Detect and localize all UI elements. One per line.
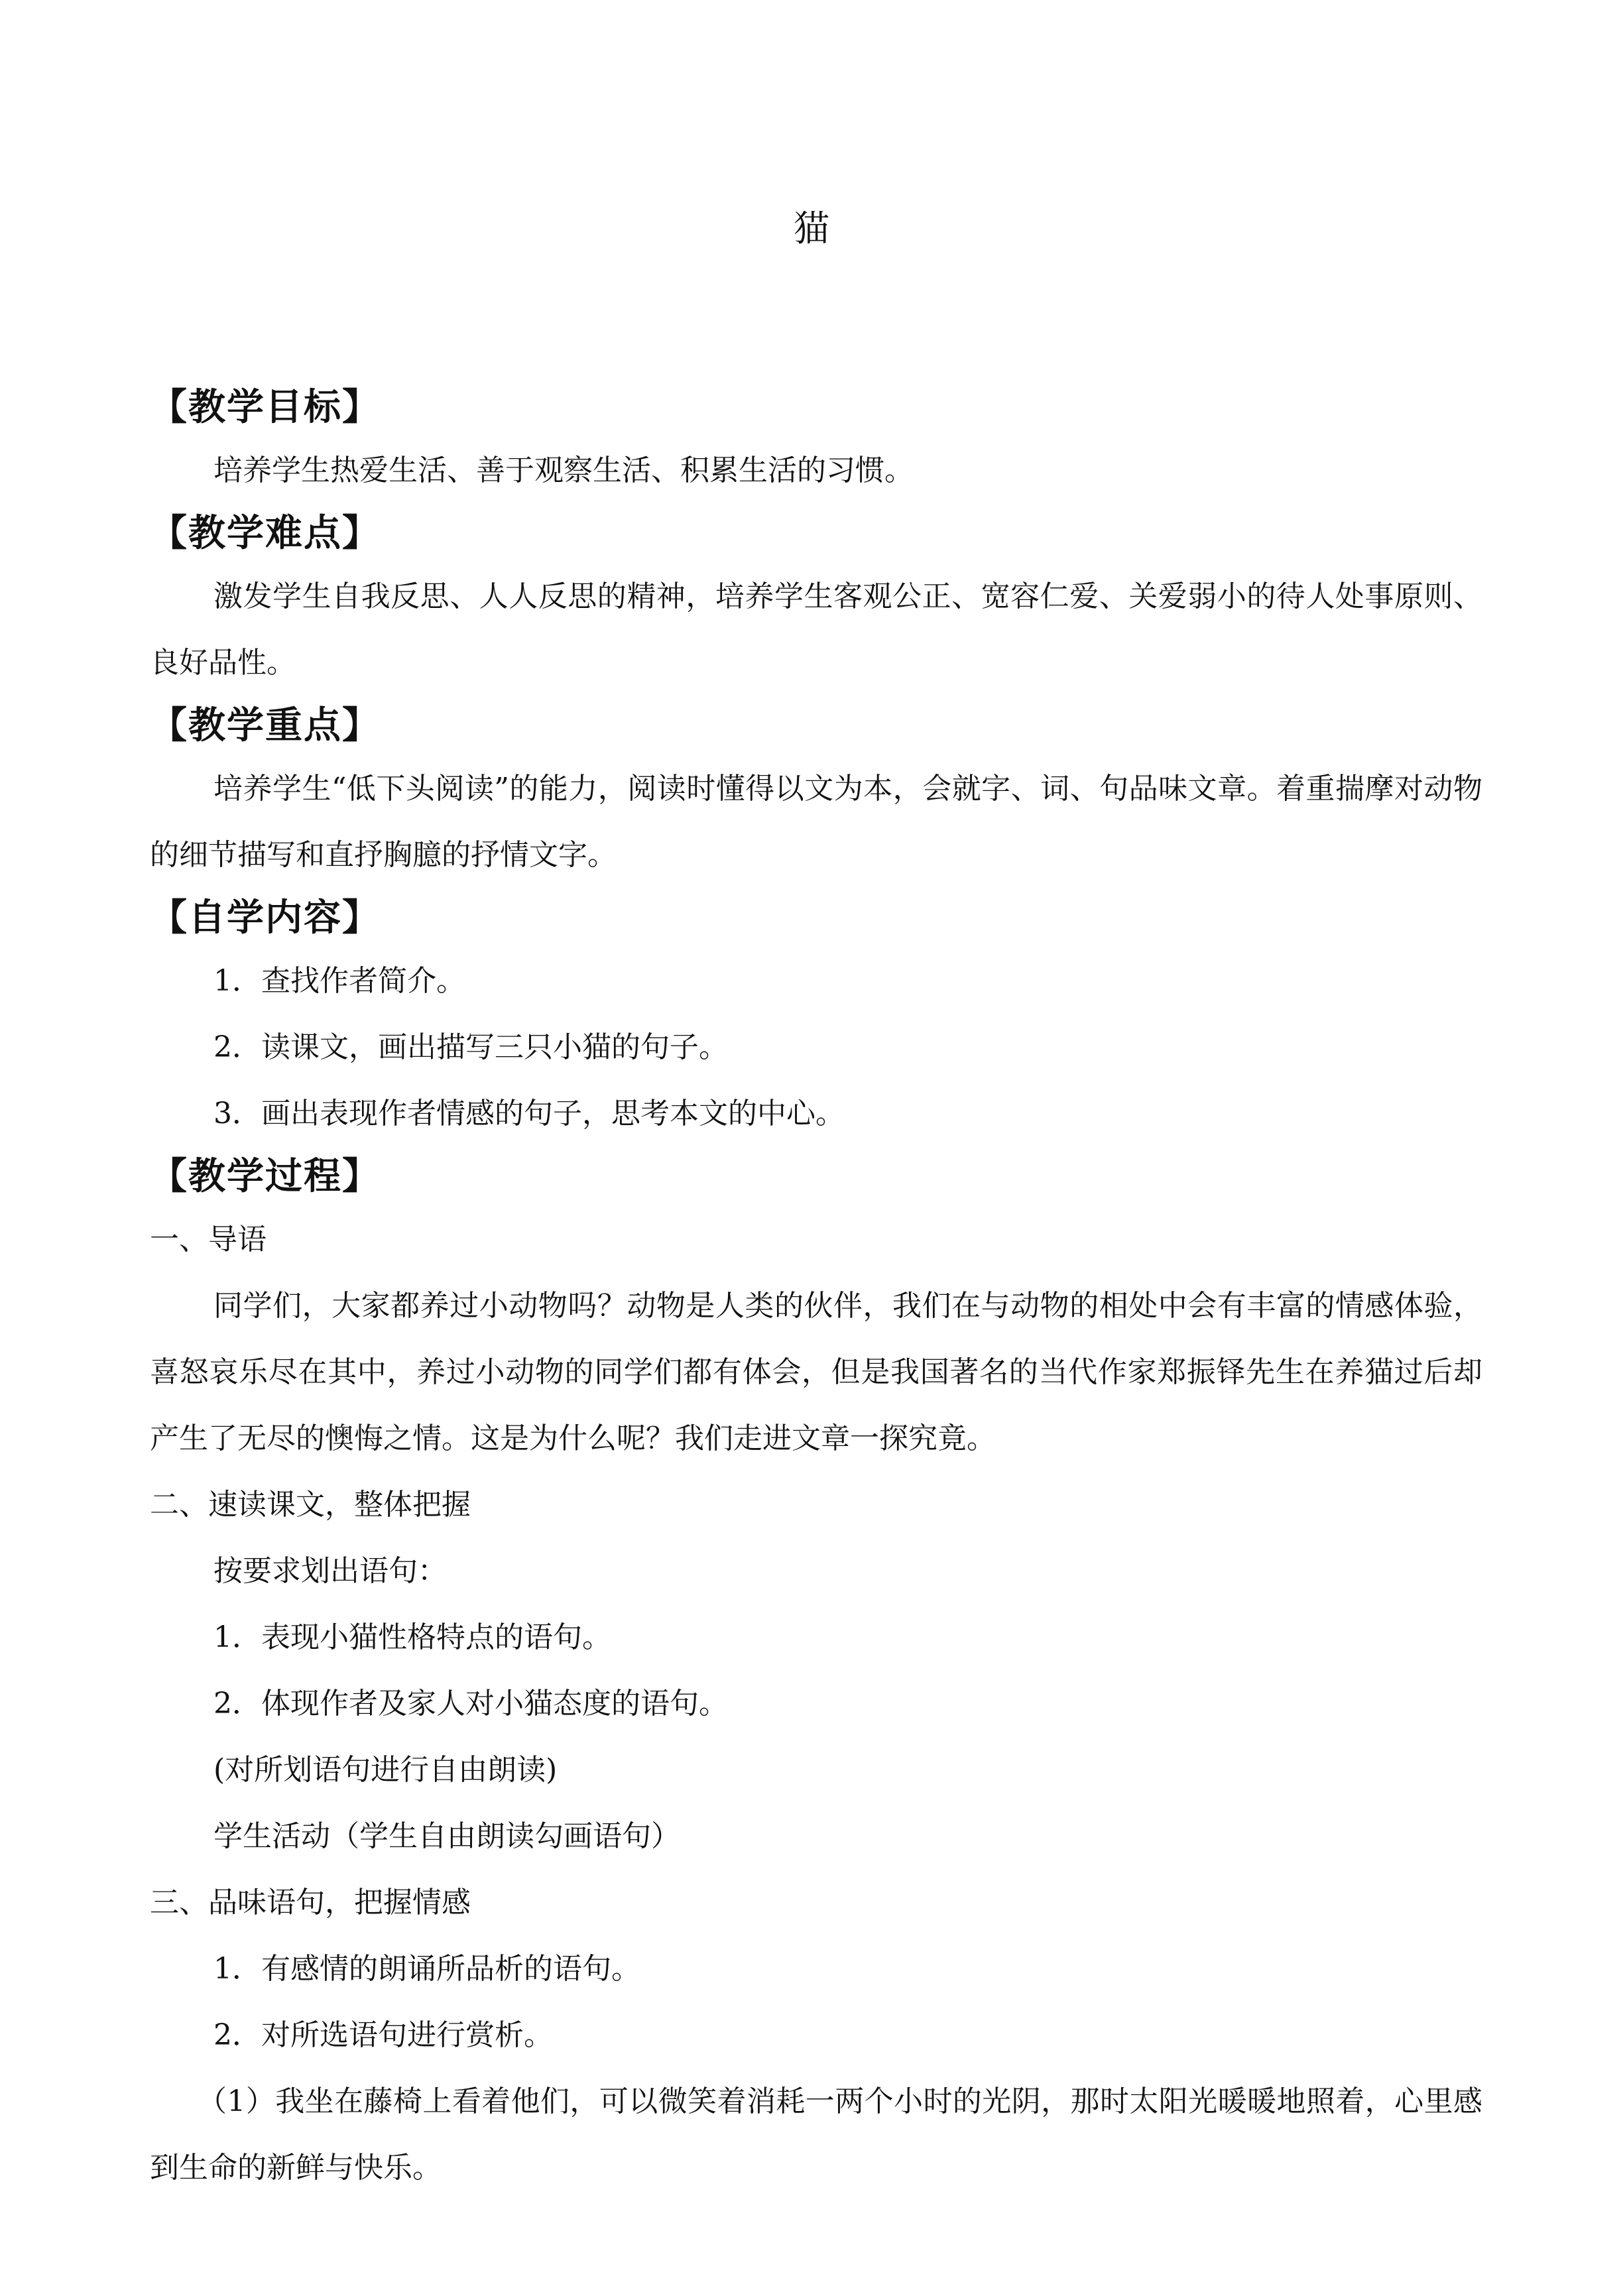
selfstudy-item: 3．画出表现作者情感的句子，思考本文的中心。 bbox=[213, 1097, 845, 1130]
selfstudy-item: 2．读课文，画出描写三只小猫的句子。 bbox=[213, 1030, 728, 1064]
heading-keypoint: 【教学重点】 bbox=[150, 704, 381, 747]
process-part2-line: (对所划语句进行自由朗读) bbox=[213, 1753, 558, 1787]
paragraph-difficulty: 激发学生自我反思、人人反思的精神，培养学生客观公正、宽容仁爱、关爱弱小的待人处事原则、良好品性。 bbox=[150, 579, 1482, 680]
process-part3-quote: （1）我坐在藤椅上看着他们，可以微笑着消耗一两个小时的光阴，那时太阳光暖暖地照着，心里感到生命的新鲜与快乐。 bbox=[150, 2085, 1482, 2185]
heading-objective: 【教学目标】 bbox=[150, 386, 381, 429]
paragraph-objective: 培养学生热爱生活、善于观察生活、积累生活的习惯。 bbox=[213, 453, 914, 487]
process-part2-title: 二、速读课文，整体把握 bbox=[150, 1488, 471, 1522]
heading-process: 【教学过程】 bbox=[150, 1155, 381, 1198]
heading-selfstudy: 【自学内容】 bbox=[150, 896, 381, 939]
process-part2-line: 学生活动（学生自由朗读勾画语句） bbox=[213, 1819, 680, 1853]
process-part2-line: 2．体现作者及家人对小猫态度的语句。 bbox=[213, 1687, 728, 1721]
heading-difficulty: 【教学难点】 bbox=[150, 512, 381, 555]
process-part3-title: 三、品味语句，把握情感 bbox=[150, 1886, 471, 1919]
process-part2-line: 按要求划出语句： bbox=[213, 1554, 447, 1588]
process-part2-line: 1．表现小猫性格特点的语句。 bbox=[213, 1620, 611, 1654]
document-title: 猫 bbox=[794, 208, 829, 249]
process-part1-text: 同学们，大家都养过小动物吗？动物是人类的伙伴，我们在与动物的相处中会有丰富的情感体验，喜怒哀乐尽在其中，养过小动物的同学们都有体会，但是我国著名的当代作家郑振铎先生在养猫过后却产生了无尽的懊悔之情。这是为什么呢？我们走进文章一探究竟。 bbox=[150, 1289, 1482, 1455]
process-part3-line: 2．对所选语句进行赏析。 bbox=[213, 2018, 553, 2052]
selfstudy-item: 1．查找作者简介。 bbox=[213, 964, 465, 998]
paragraph-keypoint: 培养学生“低下头阅读”的能力，阅读时懂得以文为本，会就字、词、句品味文章。着重揣摩对动物的细节描写和直抒胸臆的抒情文字。 bbox=[150, 772, 1482, 872]
process-part1-title: 一、导语 bbox=[150, 1223, 267, 1256]
document-body bbox=[150, 378, 1482, 2201]
process-part3-line: 1．有感情的朗诵所品析的语句。 bbox=[213, 1952, 640, 1986]
